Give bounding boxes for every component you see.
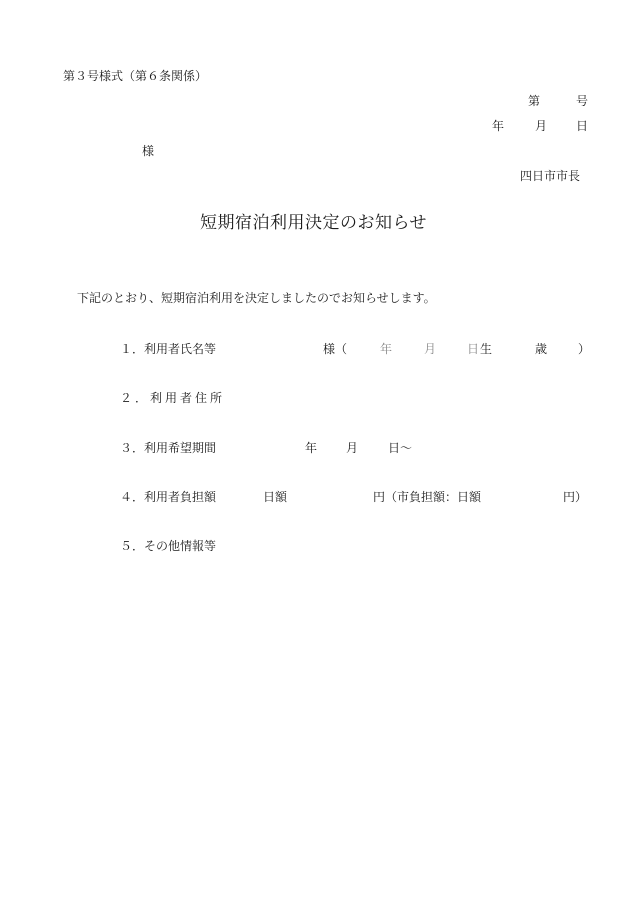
addressee-sama: 様 bbox=[142, 144, 155, 158]
intro-text: 下記のとおり、短期宿泊利用を決定しましたのでお知らせします。 bbox=[77, 291, 436, 305]
form-number: 第３号様式（第６条関係） bbox=[63, 69, 208, 83]
item-1-label: １．利用者氏名等 bbox=[120, 342, 217, 356]
item-3-month: 月 bbox=[346, 441, 359, 455]
item-3-day: 日～ bbox=[388, 441, 413, 455]
doc-number-go: 号 bbox=[576, 94, 589, 108]
item-1-birth: 生 bbox=[480, 342, 493, 356]
item-3-label: ３．利用希望期間 bbox=[120, 441, 217, 455]
item-1-close: ） bbox=[578, 342, 591, 356]
date-day: 日 bbox=[576, 119, 589, 133]
item-5-label: ５．その他情報等 bbox=[120, 539, 217, 553]
date-year: 年 bbox=[492, 119, 505, 133]
date-month: 月 bbox=[535, 119, 548, 133]
doc-number-dai: 第 bbox=[528, 94, 541, 108]
item-2-label: ２．利用者住所 bbox=[120, 391, 226, 405]
item-4-yen-city: 円（市負担額：日額 bbox=[373, 490, 482, 504]
item-1-month: 月 bbox=[424, 342, 437, 356]
issuer: 四日市市長 bbox=[520, 169, 581, 183]
item-1-sama: 様（ bbox=[323, 342, 348, 356]
item-1-day: 日 bbox=[467, 342, 480, 356]
item-4-daily: 日額 bbox=[263, 490, 288, 504]
item-3-year: 年 bbox=[305, 441, 318, 455]
item-1-age: 歳 bbox=[535, 342, 548, 356]
item-1-year: 年 bbox=[380, 342, 393, 356]
item-4-label: ４．利用者負担額 bbox=[120, 490, 217, 504]
item-4-yen-close: 円） bbox=[563, 490, 588, 504]
document-title: 短期宿泊利用決定のお知らせ bbox=[200, 213, 427, 233]
